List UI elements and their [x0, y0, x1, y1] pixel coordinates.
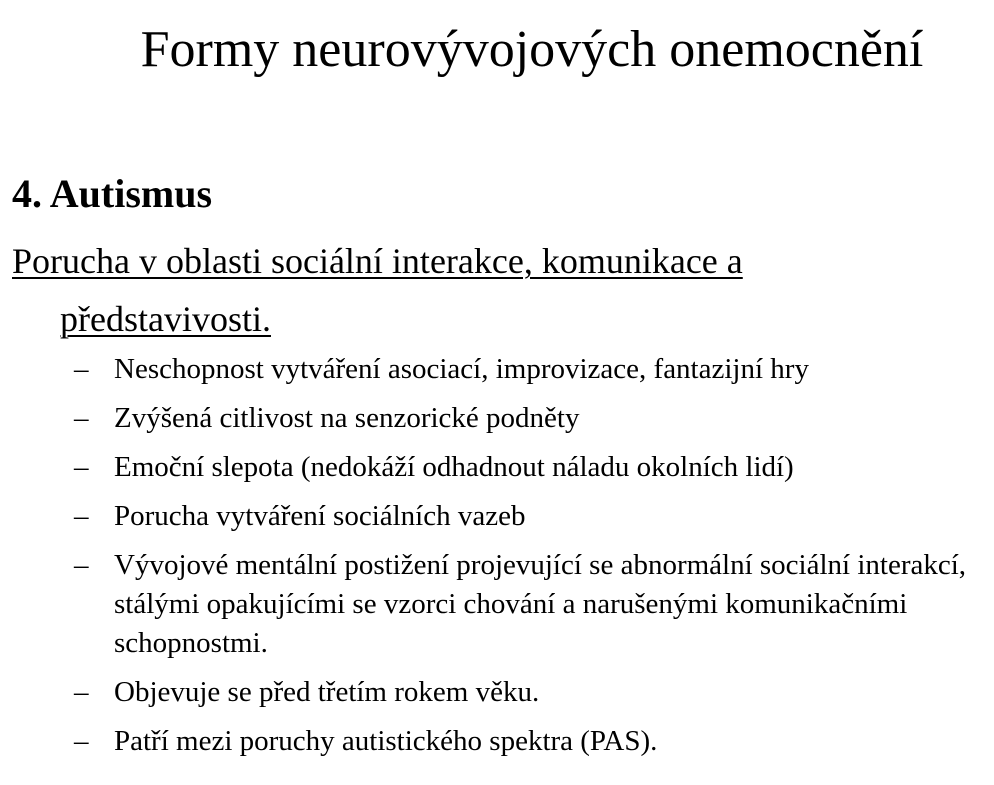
- list-item-text: Neschopnost vytváření asociací, improvizace, fantazijní hry: [114, 353, 809, 385]
- dash-bullet-icon: –: [74, 676, 89, 708]
- dash-bullet-icon: –: [74, 500, 89, 532]
- lead-line-1: Porucha v oblasti sociální interakce, komunikace a: [12, 241, 743, 281]
- list-item-text: Porucha vytváření sociálních vazeb: [114, 500, 526, 532]
- lead-paragraph: [12, 232, 912, 348]
- list-item-text: Objevuje se před třetím rokem věku.: [114, 676, 540, 708]
- dash-bullet-icon: –: [74, 353, 89, 385]
- list-item: [74, 399, 990, 438]
- list-item: [74, 448, 990, 487]
- list-item-text: Patří mezi poruchy autistického spektra (PAS).: [114, 725, 658, 757]
- section-heading: 4. Autismus: [12, 171, 213, 216]
- list-item-text: Emoční slepota (nedokáží odhadnout náladu okolních lidí): [114, 451, 794, 483]
- dash-bullet-icon: –: [74, 725, 89, 757]
- lead-line-2: představivosti.: [60, 299, 271, 339]
- slide-title: Formy neurovývojových onemocnění: [140, 21, 924, 78]
- list-item-text: Zvýšená citlivost na senzorické podněty: [114, 402, 580, 434]
- list-item: [74, 546, 990, 663]
- list-item: [74, 722, 990, 761]
- dash-bullet-icon: –: [74, 402, 89, 434]
- list-item: [74, 497, 990, 536]
- list-item: [74, 673, 990, 712]
- dash-bullet-icon: –: [74, 549, 89, 581]
- list-item: [74, 350, 990, 389]
- dash-bullet-icon: –: [74, 451, 89, 483]
- bullet-list: [74, 350, 990, 771]
- list-item-text: Vývojové mentální postižení projevující se abnormální sociální interakcí, stálými opakujícími se vzorci chování a narušenými komunikačními schopnostmi.: [114, 549, 967, 659]
